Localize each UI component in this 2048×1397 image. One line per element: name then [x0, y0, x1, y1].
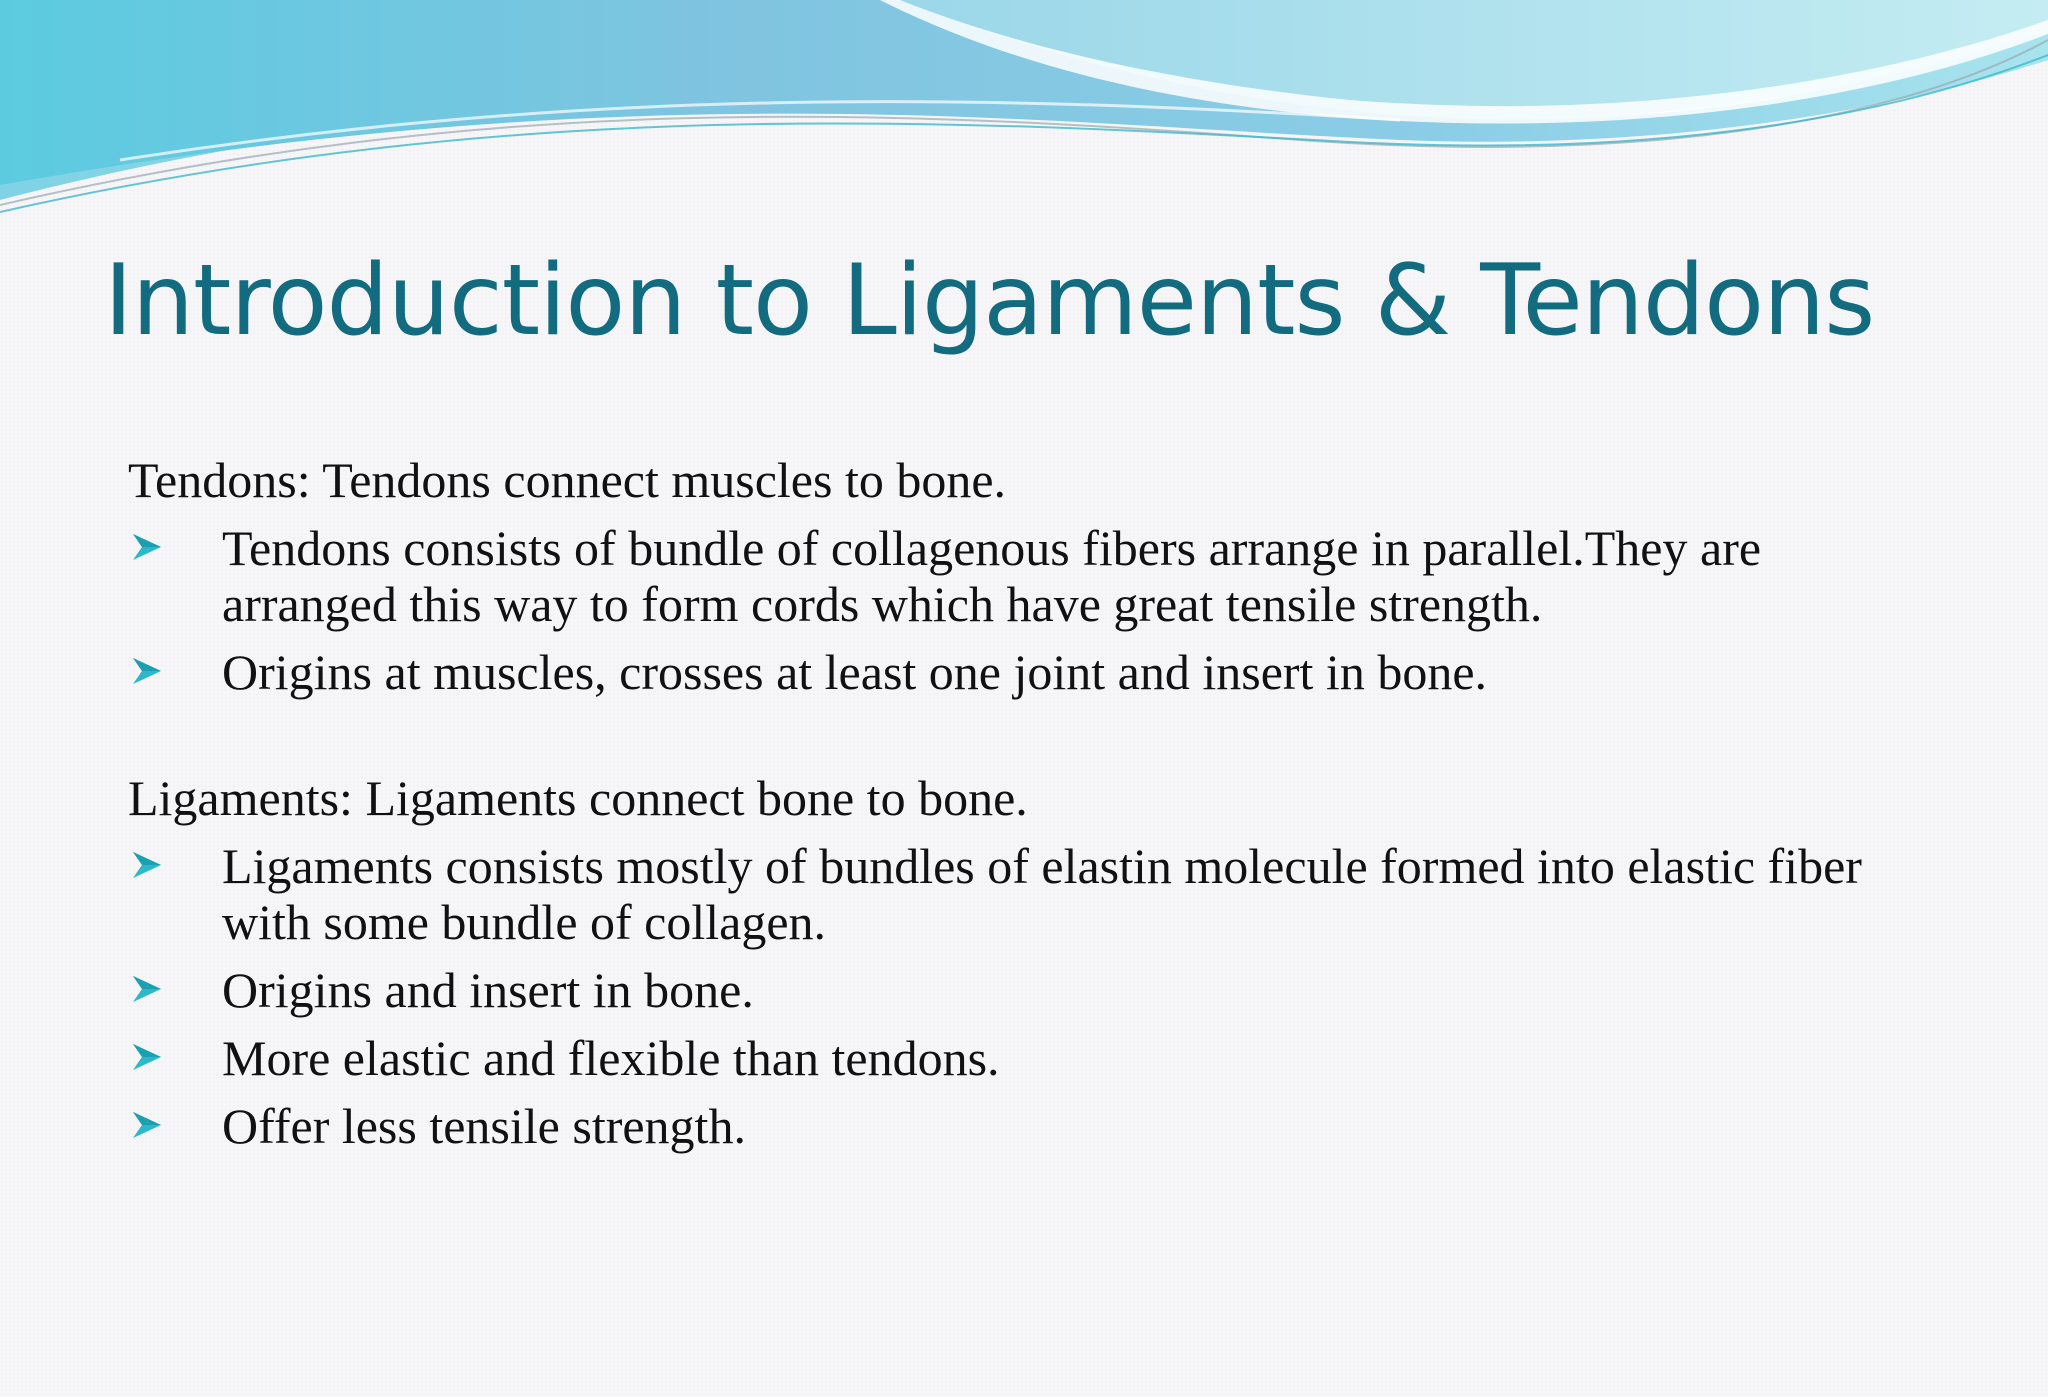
arrow-bullet-icon [131, 850, 163, 880]
arrow-bullet-icon [131, 974, 163, 1004]
list-item [128, 1098, 1938, 1154]
section-spacer [128, 712, 1938, 770]
bullet-text: Ligaments consists mostly of bundles of elastin molecule formed into elastic fiber with some bundle of collagen. [222, 838, 1862, 950]
section-heading: Ligaments: Ligaments connect bone to bone. [128, 770, 1028, 826]
arrow-bullet-icon [131, 656, 163, 686]
section-heading: Tendons: Tendons connect muscles to bone. [128, 452, 1007, 508]
list-item [128, 962, 1938, 1018]
header-wave-decoration [0, 0, 2048, 230]
arrow-bullet-icon [131, 532, 163, 562]
section-tendons [128, 452, 1938, 700]
arrow-bullet-icon [131, 1042, 163, 1072]
section-ligaments [128, 770, 1938, 1154]
bullet-list [128, 520, 1938, 700]
bullet-text: Origins at muscles, crosses at least one joint and insert in bone. [222, 644, 1488, 700]
list-item [128, 838, 1938, 950]
bullet-text: Tendons consists of bundle of collagenous fibers arrange in parallel.They are arranged this way to form cords which have great tensile strength. [222, 520, 1762, 632]
bullet-list [128, 838, 1938, 1154]
bullet-text: Offer less tensile strength. [222, 1098, 746, 1154]
slide-title: Introduction to Ligaments & Tendons [104, 244, 1875, 358]
list-item [128, 520, 1938, 632]
bullet-text: More elastic and flexible than tendons. [222, 1030, 1000, 1086]
slide-body [128, 452, 1938, 1166]
arrow-bullet-icon [131, 1110, 163, 1140]
list-item [128, 644, 1938, 700]
bullet-text: Origins and insert in bone. [222, 962, 754, 1018]
list-item [128, 1030, 1938, 1086]
